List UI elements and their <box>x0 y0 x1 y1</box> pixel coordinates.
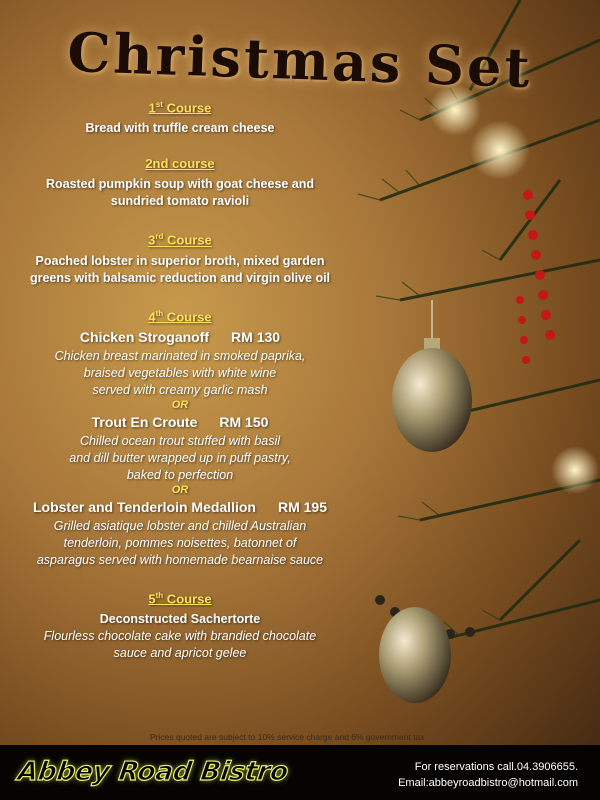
dish-price: RM 195 <box>277 498 327 515</box>
course-5 <box>0 587 360 662</box>
dish-price: RM 150 <box>219 413 269 430</box>
course-dish: Poached lobster in superior broth, mixed garden greens with balsamic reduction and virgin olive oil <box>29 253 331 285</box>
course-dish: Bread with truffle cream cheese <box>85 121 275 136</box>
dish-price: RM 130 <box>231 328 281 345</box>
dish-option-trout <box>0 414 360 431</box>
dish-description: Chicken breast marinated in smoked paprika, braised vegetables with white wine served with creamy garlic mash <box>54 348 306 397</box>
dish-name: Trout En Croute <box>91 413 198 430</box>
contact-info <box>398 759 578 791</box>
menu-list <box>0 96 360 680</box>
course-3 <box>0 228 360 286</box>
footer-bar <box>0 745 600 800</box>
price-footnote: Prices quoted are subject to 10% service charge and 6% government tax <box>150 732 425 742</box>
course-heading: 3rd Course <box>148 232 212 248</box>
dish-name: Deconstructed Sachertorte <box>99 612 261 627</box>
or-divider: OR <box>171 483 189 496</box>
dish-name: Lobster and Tenderloin Medallion <box>32 498 256 515</box>
brand-logo: Abbey Road Bistro <box>15 757 291 787</box>
dish-description: Grilled asiatique lobster and chilled Australian tenderloin, pommes noisettes, batonnet of asparagus served with homemade bearnaise sauce <box>36 518 324 567</box>
course-4 <box>0 305 360 569</box>
course-heading: 2nd course <box>145 156 215 172</box>
course-dish: Roasted pumpkin soup with goat cheese and sundried tomato ravioli <box>45 177 315 209</box>
course-heading: 1st Course <box>148 100 212 116</box>
dish-description: Flourless chocolate cake with brandied chocolate sauce and apricot gelee <box>43 629 317 661</box>
course-heading: 5th Course <box>148 590 212 607</box>
dish-option-lobster <box>0 499 360 516</box>
contact-email: Email:abbeyroadbistro@hotmail.com <box>398 777 578 789</box>
or-divider: OR <box>171 398 189 411</box>
dish-name: Chicken Stroganoff <box>79 328 210 345</box>
course-heading: 4th Course <box>148 308 212 324</box>
page-title: Christmas Set <box>66 19 534 101</box>
course-2 <box>0 155 360 210</box>
reservation-phone: For reservations call.04.3906655. <box>414 761 578 773</box>
dish-option-chicken <box>0 329 360 346</box>
dish-description: Chilled ocean trout stuffed with basil and dill butter wrapped up in puff pastry, baked to perfection <box>69 433 291 482</box>
course-1 <box>0 96 360 137</box>
